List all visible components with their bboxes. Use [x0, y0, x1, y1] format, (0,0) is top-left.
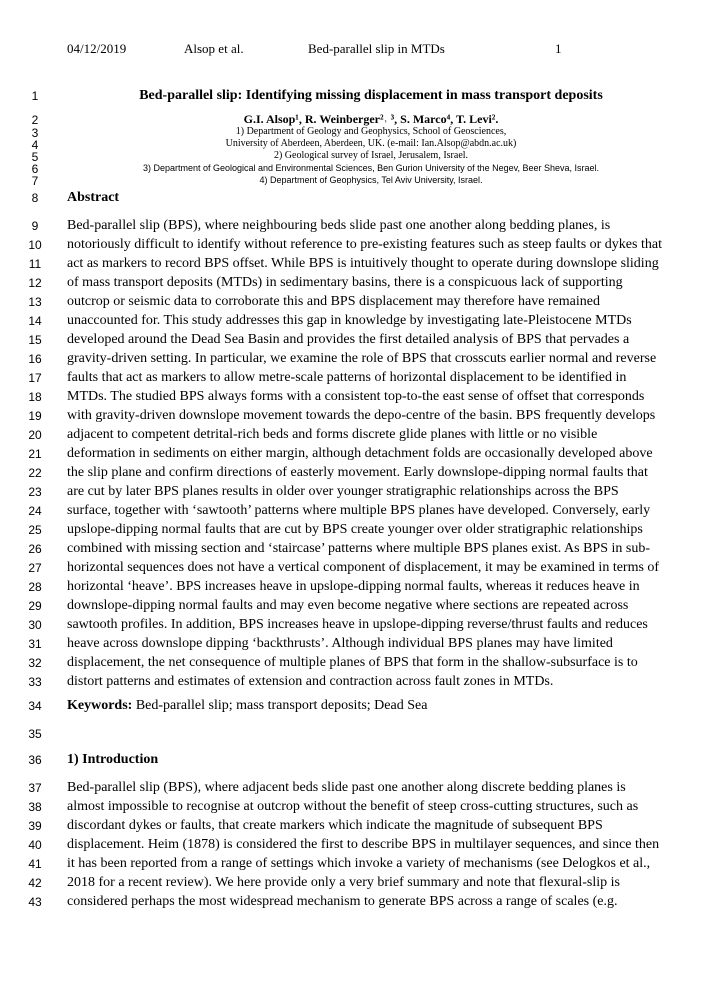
line-number: 25: [28, 523, 42, 537]
header-date: 04/12/2019: [67, 41, 127, 56]
line-number: 21: [28, 447, 42, 461]
line-number: 3: [31, 126, 39, 140]
abstract-line: with gravity-driven downslope movement towards the depo-centre of the basin. BPS frequently develops: [67, 408, 656, 423]
line-number: 6: [31, 162, 39, 176]
keywords-text: Bed-parallel slip; mass transport deposits; Dead Sea: [132, 698, 428, 713]
abstract-line: gravity-driven setting. In particular, we examine the role of BPS that crosscuts earlier normal and reverse: [67, 351, 657, 366]
abstract-line: act as markers to record BPS offset. While BPS is intuitively thought to operate during downslope sliding: [67, 256, 659, 271]
line-number: 1: [31, 89, 39, 103]
affiliation: 4) Department of Geophysics, Tel Aviv University, Israel.: [259, 175, 483, 185]
line-number: 29: [28, 599, 42, 613]
line-number: 38: [28, 800, 42, 814]
line-number: 19: [28, 409, 42, 423]
intro-heading: 1) Introduction: [67, 752, 159, 767]
abstract-line: notoriously difficult to identify without reference to pre-existing features such as steep faults or dykes that: [67, 237, 662, 252]
abstract-line: combined with missing section and ‘staircase’ patterns where multiple BPS planes exist. As BPS in sub-: [67, 541, 651, 556]
line-number: 28: [28, 580, 42, 594]
line-number: 16: [28, 352, 42, 366]
paper-title: Bed-parallel slip: Identifying missing displacement in mass transport deposits: [139, 88, 603, 103]
intro-line: displacement. Heim (1878) is considered the first to describe BPS in multilayer sequences, and since then: [67, 837, 660, 852]
line-number: 5: [31, 150, 39, 164]
abstract-line: distort patterns and estimates of extension and contraction across fault zones in MTDs.: [67, 674, 554, 689]
abstract-line: developed around the Dead Sea Basin and provides the first detailed analysis of BPS that pervades a: [67, 332, 630, 347]
keywords: [67, 698, 427, 714]
line-number: 42: [28, 876, 42, 890]
abstract-line: outcrop or seismic data to corroborate this and BPS displacement may therefore have remained: [67, 294, 600, 309]
line-number: 17: [28, 371, 42, 385]
page-number: 1: [555, 41, 562, 56]
line-number: 27: [28, 561, 42, 575]
line-number: 30: [28, 618, 42, 632]
intro-line: 2018 for a recent review). We here provide only a very brief summary and note that flexural-slip is: [67, 875, 620, 890]
line-number: 10: [28, 238, 42, 252]
line-number: 22: [28, 466, 42, 480]
line-number: 8: [31, 191, 39, 205]
line-number: 14: [28, 314, 42, 328]
author-list: G.I. Alsop¹, R. Weinberger²˒ ³, S. Marco⁴, T. Levi².: [243, 112, 499, 126]
intro-line: almost impossible to recognise at outcrop without the benefit of steep cross-cutting structures, such as: [67, 799, 639, 814]
abstract-line: unaccounted for. This study addresses this gap in knowledge by investigating late-Pleistocene MTDs: [67, 313, 632, 328]
line-number: 26: [28, 542, 42, 556]
line-number: 15: [28, 333, 42, 347]
abstract-line: MTDs. The studied BPS always forms with a consistent top-to-the east sense of offset that corresponds: [67, 389, 645, 404]
abstract-line: displacement, the net consequence of multiple planes of BPS that form in the shallow-subsurface is to: [67, 655, 638, 670]
line-number: 31: [28, 637, 42, 651]
abstract-heading: Abstract: [67, 190, 120, 205]
line-number: 4: [31, 138, 39, 152]
line-number: 43: [28, 895, 42, 909]
affiliation: 2) Geological survey of Israel, Jerusalem, Israel.: [273, 150, 469, 161]
abstract-line: horizontal sequences does not have a vertical component of displacement, it may be examined in terms of: [67, 560, 660, 575]
abstract-line: Bed-parallel slip (BPS), where neighbouring beds slide past one another along bedding planes, is: [67, 218, 611, 233]
line-number: 7: [31, 174, 39, 188]
abstract-line: the slip plane and confirm directions of easterly movement. Early downslope-dipping normal faults that: [67, 465, 648, 480]
line-number: 34: [28, 699, 42, 713]
line-number: 39: [28, 819, 42, 833]
intro-line: Bed-parallel slip (BPS), where adjacent beds slide past one another along discrete bedding planes is: [67, 780, 626, 795]
line-number: 20: [28, 428, 42, 442]
line-number: 37: [28, 781, 42, 795]
line-number: 41: [28, 857, 42, 871]
intro-line: considered perhaps the most widespread mechanism to generate BPS across a range of scales (e.g.: [67, 894, 618, 909]
intro-line: it has been reported from a range of settings which invoke a variety of mechanisms (see Delogkos et al.,: [67, 856, 651, 871]
abstract-line: of mass transport deposits (MTDs) in sedimentary basins, there is a conspicuous lack of supporting: [67, 275, 623, 290]
abstract-line: horizontal ‘heave’. BPS increases heave in upslope-dipping normal faults, whereas it reduces heave in: [67, 579, 640, 594]
intro-line: discordant dykes or faults, that create markers which indicate the magnitude of subsequent BPS: [67, 818, 603, 833]
line-number: 33: [28, 675, 42, 689]
line-number: 32: [28, 656, 42, 670]
line-number: 11: [28, 257, 42, 271]
header-short-title: Bed-parallel slip in MTDs: [308, 41, 445, 56]
abstract-line: sawtooth profiles. In addition, BPS increases heave in upslope-dipping reverse/thrust faults and reduces: [67, 617, 648, 632]
line-number: 18: [28, 390, 42, 404]
line-number: 35: [28, 727, 42, 741]
line-number: 13: [28, 295, 42, 309]
line-number: 24: [28, 504, 42, 518]
line-number: 36: [28, 753, 42, 767]
affiliation: University of Aberdeen, Aberdeen, UK. (e-mail: Ian.Alsop@abdn.ac.uk): [225, 138, 517, 149]
abstract-line: adjacent to competent detrital-rich beds and forms discrete glide planes with little or no visible: [67, 427, 598, 442]
affiliation: 1) Department of Geology and Geophysics, School of Geosciences,: [235, 126, 507, 137]
abstract-line: faults that act as markers to allow metre-scale patterns of horizontal displacement to be identified in: [67, 370, 627, 385]
abstract-line: heave across downslope dipping ‘backthrusts’. Although individual BPS planes may have limited: [67, 636, 613, 651]
abstract-line: downslope-dipping normal faults and may even become negative where sections are repeated across: [67, 598, 629, 613]
line-number: 12: [28, 276, 42, 290]
header-author: Alsop et al.: [184, 41, 244, 56]
abstract-line: upslope-dipping normal faults that are cut by BPS create younger over older stratigraphic relationships: [67, 522, 643, 537]
abstract-line: surface, together with ‘sawtooth’ patterns where multiple BPS planes have developed. Conversely, early: [67, 503, 651, 518]
line-number: 23: [28, 485, 42, 499]
abstract-line: deformation in sediments on either margin, although detachment folds are occasionally developed above: [67, 446, 653, 461]
abstract-line: are cut by later BPS planes results in older over younger stratigraphic relationships across the BPS: [67, 484, 619, 499]
keywords-label: Keywords:: [67, 698, 133, 713]
line-number: 40: [28, 838, 42, 852]
affiliation: 3) Department of Geological and Environmental Sciences, Ben Gurion University of the Negev, Beer Sheva, Israel.: [142, 163, 600, 173]
line-number: 9: [31, 219, 39, 233]
line-number: 2: [31, 113, 39, 127]
